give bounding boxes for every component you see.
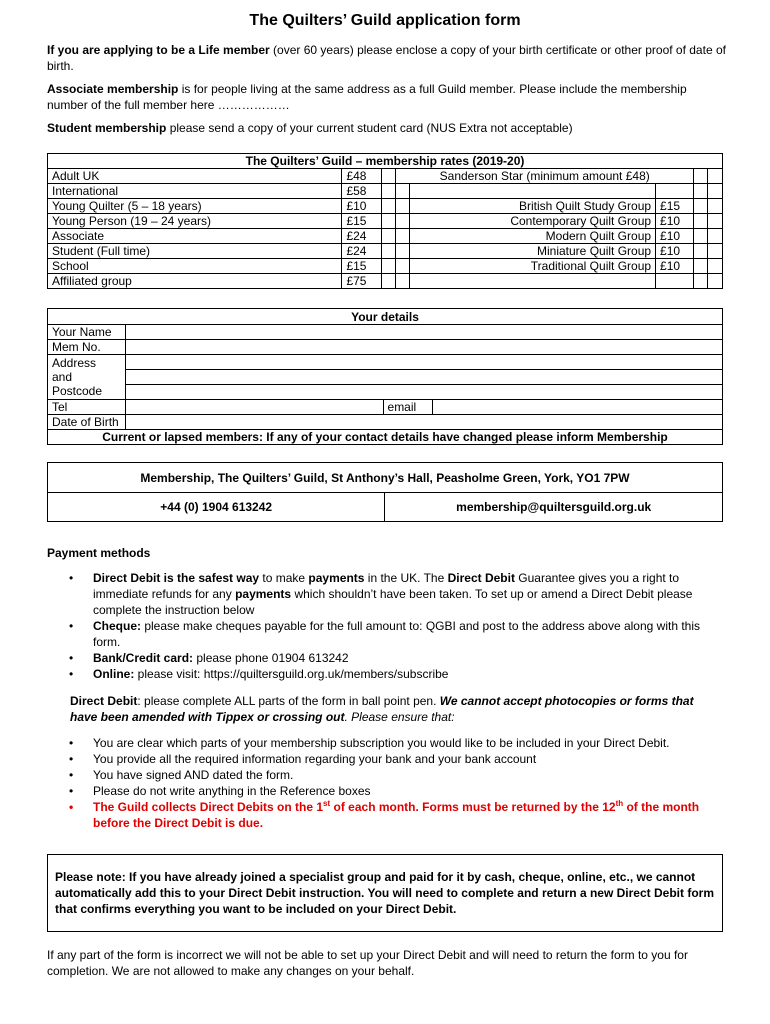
student-note: Student membership please send a copy of your current student card (NUS Extra not acceptable) <box>47 121 573 135</box>
list-item: • You provide all the required information regarding your bank and your bank account <box>47 751 719 767</box>
payment-heading: Payment methods <box>47 546 151 560</box>
rate-checkbox[interactable] <box>382 184 396 199</box>
dob-field[interactable] <box>125 415 722 430</box>
collection-date-warning: • The Guild collects Direct Debits on the 1st of each month. Forms must be returned by the 12th of the month before the Direct Debit is due. <box>47 799 719 831</box>
list-item: • You have signed AND dated the form. <box>47 767 719 783</box>
rate-price: £24 <box>342 229 382 244</box>
group-price: £10 <box>656 229 694 244</box>
list-item: • You are clear which parts of your membership subscription you would like to be included in your Direct Debit. <box>47 735 719 751</box>
rate-checkbox[interactable] <box>382 214 396 229</box>
sanderson-checkbox[interactable] <box>694 169 708 184</box>
guild-phone: +44 (0) 1904 613242 <box>48 493 385 522</box>
rate-label: Adult UK <box>48 169 342 184</box>
rate-price: £15 <box>342 214 382 229</box>
mem-no-field[interactable] <box>125 340 722 355</box>
group-checkbox[interactable] <box>694 229 708 244</box>
payment-methods-list <box>47 570 719 682</box>
group-checkbox[interactable] <box>694 214 708 229</box>
please-note-box <box>47 854 723 932</box>
rate-label: School <box>48 259 342 274</box>
group-price: £10 <box>656 214 694 229</box>
rate-checkbox[interactable] <box>382 169 396 184</box>
associate-note: Associate membership is for people living at the same address as a full Guild member. Please include the membership number of the full member here ……………… <box>47 82 687 112</box>
group-price: £15 <box>656 199 694 214</box>
rate-price: £48 <box>342 169 382 184</box>
group-checkbox[interactable] <box>694 199 708 214</box>
email-label: email <box>383 400 433 415</box>
group-label: Traditional Quilt Group <box>410 259 656 274</box>
page-title: The Quilters’ Guild application form <box>249 12 521 29</box>
rate-price: £10 <box>342 199 382 214</box>
list-item: • Direct Debit is the safest way to make payments in the UK. The Direct Debit Guarantee gives you a right to immediate refunds for any payments which shouldn’t have been taken. To set up or amend a Direct Debit please complete the instruction below <box>47 570 719 618</box>
sanderson-star: Sanderson Star (minimum amount £48) <box>396 169 694 184</box>
rate-checkbox[interactable] <box>382 199 396 214</box>
mem-no-label: Mem No. <box>48 340 126 355</box>
direct-debit-checklist <box>47 735 719 831</box>
list-item: • Online: please visit: https://quiltersguild.org.uk/members/subscribe <box>47 666 719 682</box>
group-label: Miniature Quilt Group <box>410 244 656 259</box>
rate-label: Student (Full time) <box>48 244 342 259</box>
rate-price: £24 <box>342 244 382 259</box>
address-label: Address and Postcode <box>48 355 126 400</box>
group-checkbox[interactable] <box>694 244 708 259</box>
footer-note: If any part of the form is incorrect we will not be able to set up your Direct Debit and will need to return the form to you for completion. We are not allowed to make any changes on your behalf. <box>47 948 688 978</box>
group-label: Contemporary Quilt Group <box>410 214 656 229</box>
membership-rates-table <box>47 153 723 289</box>
rate-checkbox[interactable] <box>382 229 396 244</box>
rates-heading: The Quilters’ Guild – membership rates (2019-20) <box>48 154 723 169</box>
rate-checkbox[interactable] <box>382 244 396 259</box>
life-member-note: If you are applying to be a Life member (over 60 years) please enclose a copy of your birth certificate or other proof of date of birth. <box>47 43 726 73</box>
group-label: Modern Quilt Group <box>410 229 656 244</box>
rate-checkbox[interactable] <box>382 259 396 274</box>
rate-checkbox[interactable] <box>382 274 396 289</box>
dob-label: Date of Birth <box>48 415 126 430</box>
group-checkbox[interactable] <box>694 259 708 274</box>
guild-email: membership@quiltersguild.org.uk <box>385 493 723 522</box>
rate-price: £15 <box>342 259 382 274</box>
guild-address: Membership, The Quilters’ Guild, St Anthony’s Hall, Peasholme Green, York, YO1 7PW <box>48 463 723 493</box>
details-heading: Your details <box>48 309 723 325</box>
address-field[interactable] <box>125 355 722 400</box>
group-price: £10 <box>656 259 694 274</box>
guild-contact-table <box>47 462 723 522</box>
list-item: • Please do not write anything in the Reference boxes <box>47 783 719 799</box>
rate-label: Affiliated group <box>48 274 342 289</box>
direct-debit-note: Direct Debit: please complete ALL parts of the form in ball point pen. We cannot accept photocopies or forms that have been amended with Tippex or crossing out. Please ensure that: <box>70 694 694 724</box>
please-note-text: Please note: If you have already joined a specialist group and paid for it by cash, cheque, online, etc., we cannot automatically add this to your Direct Debit instruction. You will need to complete and return a new Direct Debit form that confirms everything you want to be included on your Direct Debit. <box>55 870 714 916</box>
rate-label: Associate <box>48 229 342 244</box>
tel-label: Tel <box>48 400 126 415</box>
tel-field[interactable] <box>125 400 383 415</box>
list-item: • Cheque: please make cheques payable for the full amount to: QGBI and post to the address above along with this form. <box>47 618 719 650</box>
rate-label: International <box>48 184 342 199</box>
group-price: £10 <box>656 244 694 259</box>
your-details-table <box>47 308 723 445</box>
group-label: British Quilt Study Group <box>410 199 656 214</box>
list-item: • Bank/Credit card: please phone 01904 613242 <box>47 650 719 666</box>
name-field[interactable] <box>125 325 722 340</box>
rate-label: Young Person (19 – 24 years) <box>48 214 342 229</box>
name-label: Your Name <box>48 325 126 340</box>
rate-price: £58 <box>342 184 382 199</box>
email-field[interactable] <box>433 400 723 415</box>
rate-label: Young Quilter (5 – 18 years) <box>48 199 342 214</box>
contact-change-notice: Current or lapsed members: If any of your contact details have changed please inform Membership <box>48 430 723 445</box>
rate-price: £75 <box>342 274 382 289</box>
